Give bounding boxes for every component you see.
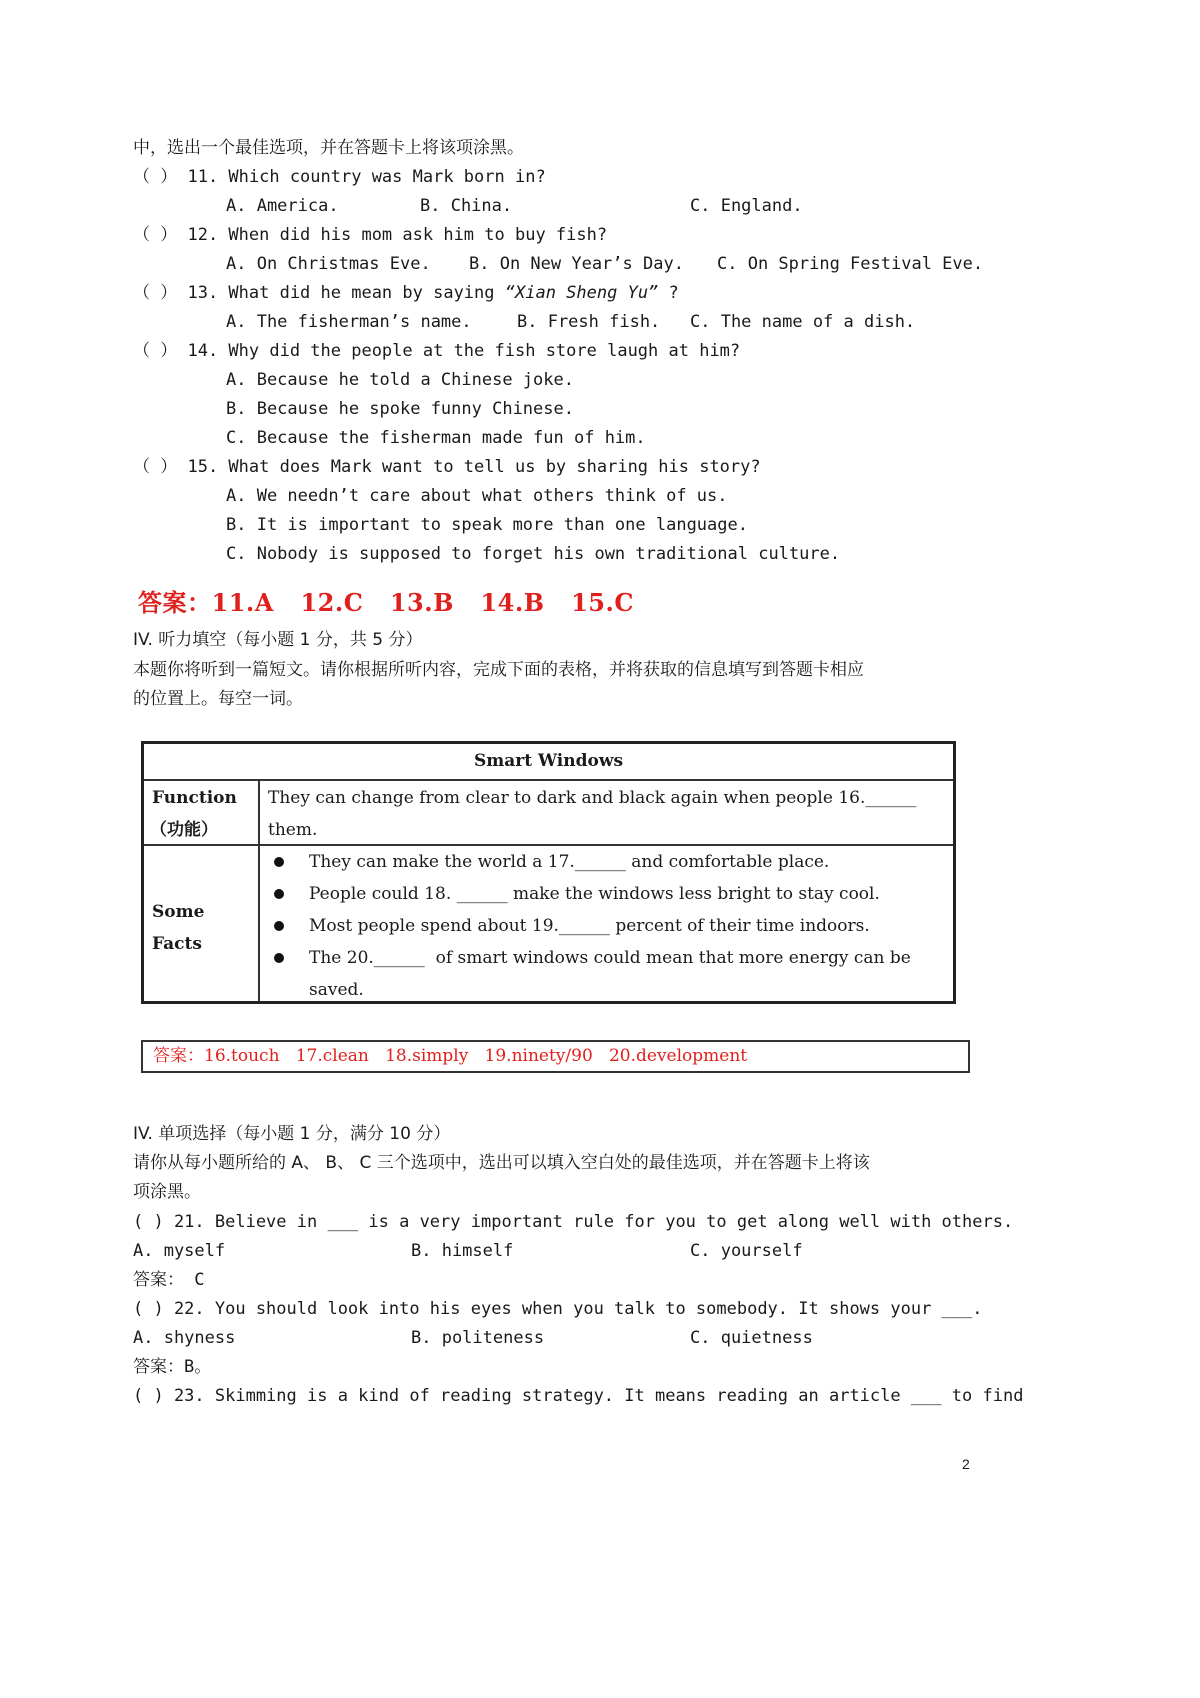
bullet-icon	[274, 857, 284, 867]
answer-key-11-15: 答案：11.A 12.C 13.B 14.B 15.C	[138, 588, 634, 617]
section-title-single-choice: IV. 单项选择（每小题 1 分，满分 10 分）	[133, 1124, 451, 1144]
option-13c: C. The name of a dish.	[690, 312, 916, 332]
question-13-text: （ ） 13. What did he mean by saying	[133, 283, 505, 303]
function-label-cn: （功能）	[150, 820, 218, 840]
option-11b: B. China.	[420, 196, 513, 216]
table-column-divider	[258, 779, 260, 1001]
section-instructions-line1: 本题你将听到一篇短文。请你根据所听内容，完成下面的表格，并将获取的信息填写到答题卡相应	[133, 660, 864, 680]
facts-label-line2: Facts	[152, 934, 202, 954]
question-13-quote: “Xian Sheng Yu”	[504, 283, 659, 303]
function-label: Function	[152, 788, 237, 808]
section-title-listening: IV. 听力填空（每小题 1 分，共 5 分）	[133, 630, 423, 650]
fact-18: People could 18. ______ make the windows less bright to stay cool.	[309, 884, 880, 904]
option-14b: B. Because he spoke funny Chinese.	[226, 399, 574, 419]
option-12a: A. On Christmas Eve.	[226, 254, 431, 274]
option-21b: B. himself	[411, 1241, 514, 1261]
function-text-line2: them.	[268, 820, 318, 840]
fact-20-line2: saved.	[309, 980, 364, 1000]
option-14a: A. Because he told a Chinese joke.	[226, 370, 574, 390]
fact-19: Most people spend about 19.______ percent of their time indoors.	[309, 916, 870, 936]
option-13a: A. The fisherman’s name.	[226, 312, 472, 332]
question-13-end: ?	[658, 283, 679, 303]
option-12b: B. On New Year’s Day.	[469, 254, 684, 274]
bullet-icon	[274, 953, 284, 963]
answer-key-16-20: 答案：16.touch 17.clean 18.simply 19.ninety/90 20.development	[141, 1040, 970, 1073]
fact-20-line1: The 20.______ of smart windows could mean that more energy can be	[309, 948, 911, 968]
option-22a: A. shyness	[133, 1328, 236, 1348]
table-title: Smart Windows	[144, 744, 953, 781]
function-text-line1: They can change from clear to dark and black again when people 16.______	[268, 788, 917, 808]
option-22b: B. politeness	[411, 1328, 545, 1348]
page-number: 2	[962, 1456, 970, 1472]
option-15c: C. Nobody is supposed to forget his own traditional culture.	[226, 544, 841, 564]
option-22c: C. quietness	[690, 1328, 813, 1348]
bullet-icon	[274, 921, 284, 931]
question-13	[133, 282, 679, 304]
option-14c: C. Because the fisherman made fun of him.	[226, 428, 646, 448]
section-instructions-line2: 项涂黑。	[133, 1182, 201, 1202]
question-23: ( ) 23. Skimming is a kind of reading strategy. It means reading an article ___ to find	[133, 1386, 1024, 1406]
option-11c: C. England.	[690, 196, 803, 216]
section-instructions-line2: 的位置上。每空一词。	[133, 689, 303, 709]
question-15: （ ） 15. What does Mark want to tell us by sharing his story?	[133, 457, 761, 477]
intro-line: 中，选出一个最佳选项，并在答题卡上将该项涂黑。	[133, 138, 524, 158]
bullet-icon	[274, 889, 284, 899]
section-instructions-line1: 请你从每小题所给的 A、 B、 C 三个选项中，选出可以填入空白处的最佳选项，并在答题卡上将该	[133, 1153, 870, 1173]
facts-label-line1: Some	[152, 902, 205, 922]
smart-windows-table	[141, 741, 956, 1004]
option-12c: C. On Spring Festival Eve.	[717, 254, 984, 274]
option-11a: A. America.	[226, 196, 339, 216]
question-22: ( ) 22. You should look into his eyes when you talk to somebody. It shows your ___.	[133, 1299, 983, 1319]
question-11: （ ） 11. Which country was Mark born in?	[133, 167, 546, 187]
option-15a: A. We needn’t care about what others think of us.	[226, 486, 728, 506]
answer-22: 答案：B。	[133, 1357, 212, 1377]
option-13b: B. Fresh fish.	[517, 312, 661, 332]
option-15b: B. It is important to speak more than one language.	[226, 515, 748, 535]
question-21: ( ) 21. Believe in ___ is a very important rule for you to get along well with others.	[133, 1212, 1014, 1232]
question-14: （ ） 14. Why did the people at the fish store laugh at him?	[133, 341, 741, 361]
fact-17: They can make the world a 17.______ and comfortable place.	[309, 852, 830, 872]
question-12: （ ） 12. When did his mom ask him to buy fish?	[133, 225, 608, 245]
option-21a: A. myself	[133, 1241, 226, 1261]
option-21c: C. yourself	[690, 1241, 803, 1261]
answer-21: 答案： C	[133, 1270, 205, 1290]
